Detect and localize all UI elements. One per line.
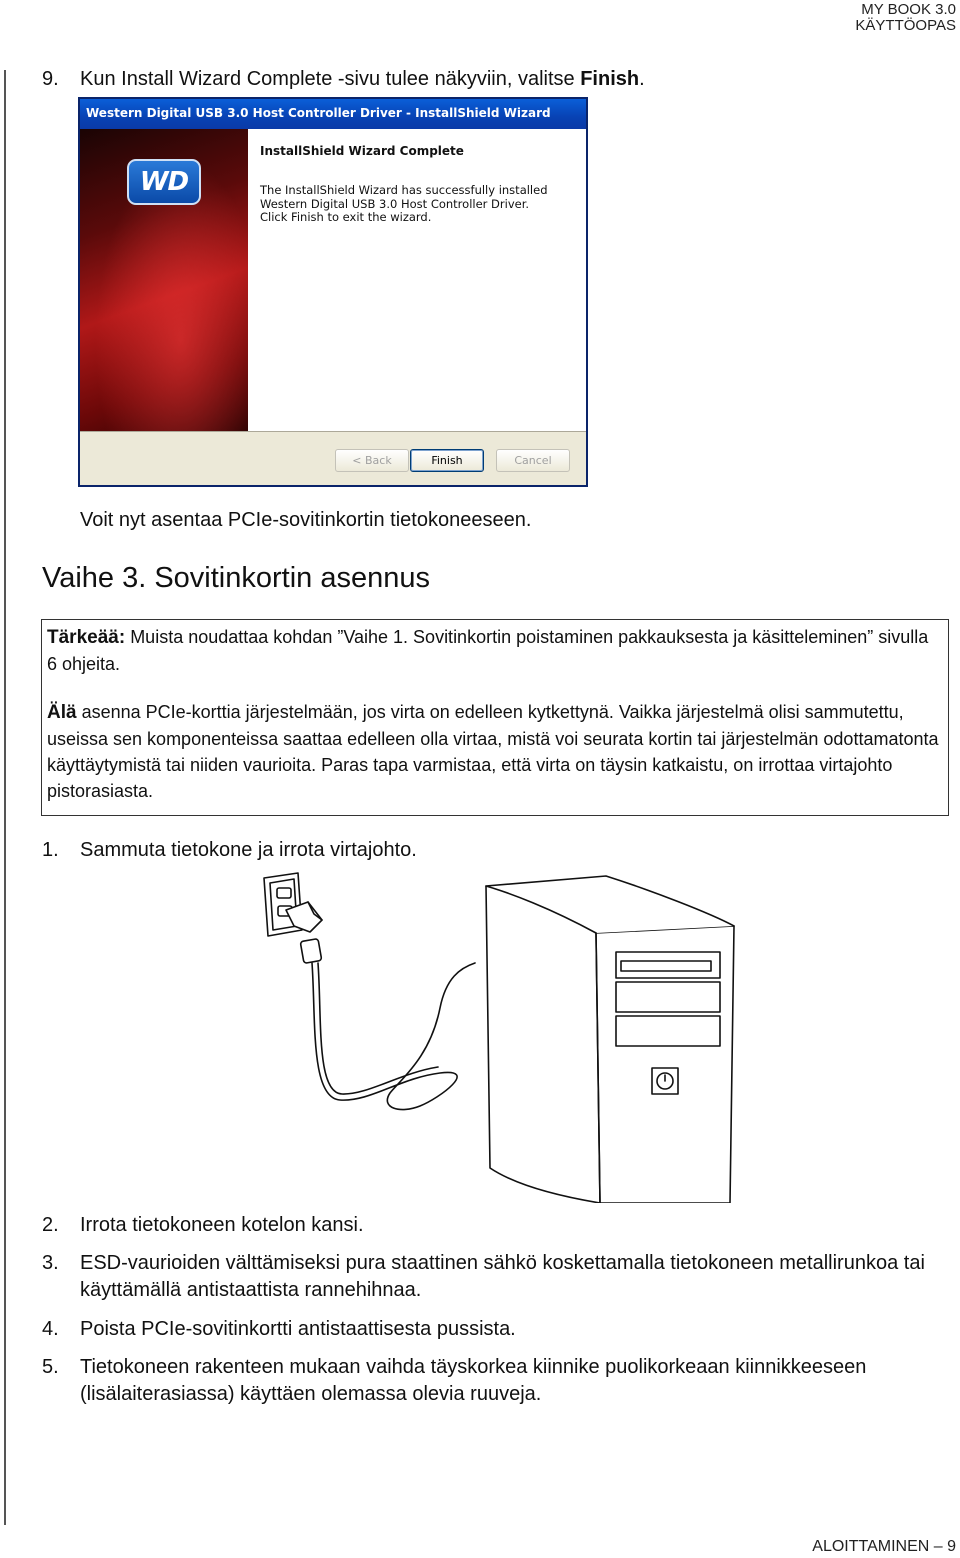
list-text: Tietokoneen rakenteen mukaan vaihda täyskorkea kiinnike puolikorkeaan kiinnikkeeseen (lisälaiterasiassa) käyttäen olemassa olevia ruuveja. [80, 1356, 867, 1405]
back-button[interactable]: < Back [335, 449, 409, 472]
list-text: Sammuta tietokone ja irrota virtajohto. [80, 839, 417, 861]
installshield-wizard-window [78, 97, 588, 487]
section-title: Vaihe 3. Sovitinkortin asennus [42, 562, 430, 594]
wizard-heading: InstallShield Wizard Complete [260, 144, 464, 158]
step-number: 9. [42, 68, 59, 90]
document-header [855, 2, 956, 34]
list-number: 2. [42, 1214, 59, 1236]
step-end: . [639, 68, 645, 90]
page-footer: ALOITTAMINEN – 9 [812, 1538, 956, 1555]
finish-button[interactable]: Finish [410, 449, 484, 472]
notice-text-2: asenna PCIe-korttia järjestelmään, jos virta on edelleen kytkettynä. Vaikka järjestelmä olisi sammutettu, useissa sen komponenteissa saattaa edelleen olla virtaa, mistä voi seurata kortin tai järjestelmän odottamatonta käyttäytymistä tai niiden vaurioita. Paras tapa varmistaa, että virta on täysin katkaistu, on irrottaa virtajohto pistorasiasta. [47, 702, 939, 801]
step-text: Kun Install Wizard Complete -sivu tulee näkyviin, valitse [80, 68, 581, 90]
list-text: ESD-vaurioiden välttämiseksi pura staattinen sähkö koskettamalla tietokoneen metallirunkoa tai käyttämällä antistaattista rannehihnaa. [80, 1252, 925, 1301]
notice-text-1: Muista noudattaa kohdan ”Vaihe 1. Sovitinkortin poistaminen pakkauksesta ja käsitteleminen” sivulla 6 ohjeita. [47, 627, 929, 674]
header-manual: KÄYTTÖOPAS [855, 17, 956, 34]
notice-paragraph-1 [47, 624, 943, 677]
list-number: 4. [42, 1318, 59, 1340]
list-number: 3. [42, 1252, 59, 1274]
notice-paragraph-2 [47, 699, 943, 804]
wizard-button-bar [80, 431, 586, 485]
after-install-text: Voit nyt asentaa PCIe-sovitinkortin tietokoneeseen. [80, 509, 532, 531]
notice-label: Tärkeää: [47, 627, 126, 648]
list-number: 5. [42, 1356, 59, 1378]
step-9 [42, 68, 645, 91]
wizard-message: The InstallShield Wizard has successfully installed Western Digital USB 3.0 Host Controller Driver. Click Finish to exit the wizard. [260, 183, 548, 224]
left-margin-rule [4, 70, 6, 1525]
wizard-side-banner [80, 129, 248, 431]
step-bold-word: Finish [580, 68, 640, 90]
cancel-button[interactable]: Cancel [496, 449, 570, 472]
important-notice-box [41, 619, 949, 816]
list-text: Poista PCIe-sovitinkortti antistaattisesta pussista. [80, 1318, 516, 1340]
window-titlebar: Western Digital USB 3.0 Host Controller Driver - InstallShield Wizard [80, 99, 586, 129]
list-text: Irrota tietokoneen kotelon kansi. [80, 1214, 364, 1236]
notice-label-2: Älä [47, 702, 77, 723]
header-product: MY BOOK 3.0 [861, 1, 956, 18]
list-number: 1. [42, 839, 59, 861]
wizard-client-area [80, 129, 586, 485]
wd-logo: WD [127, 159, 201, 205]
computer-unplug-illustration [250, 868, 750, 1203]
